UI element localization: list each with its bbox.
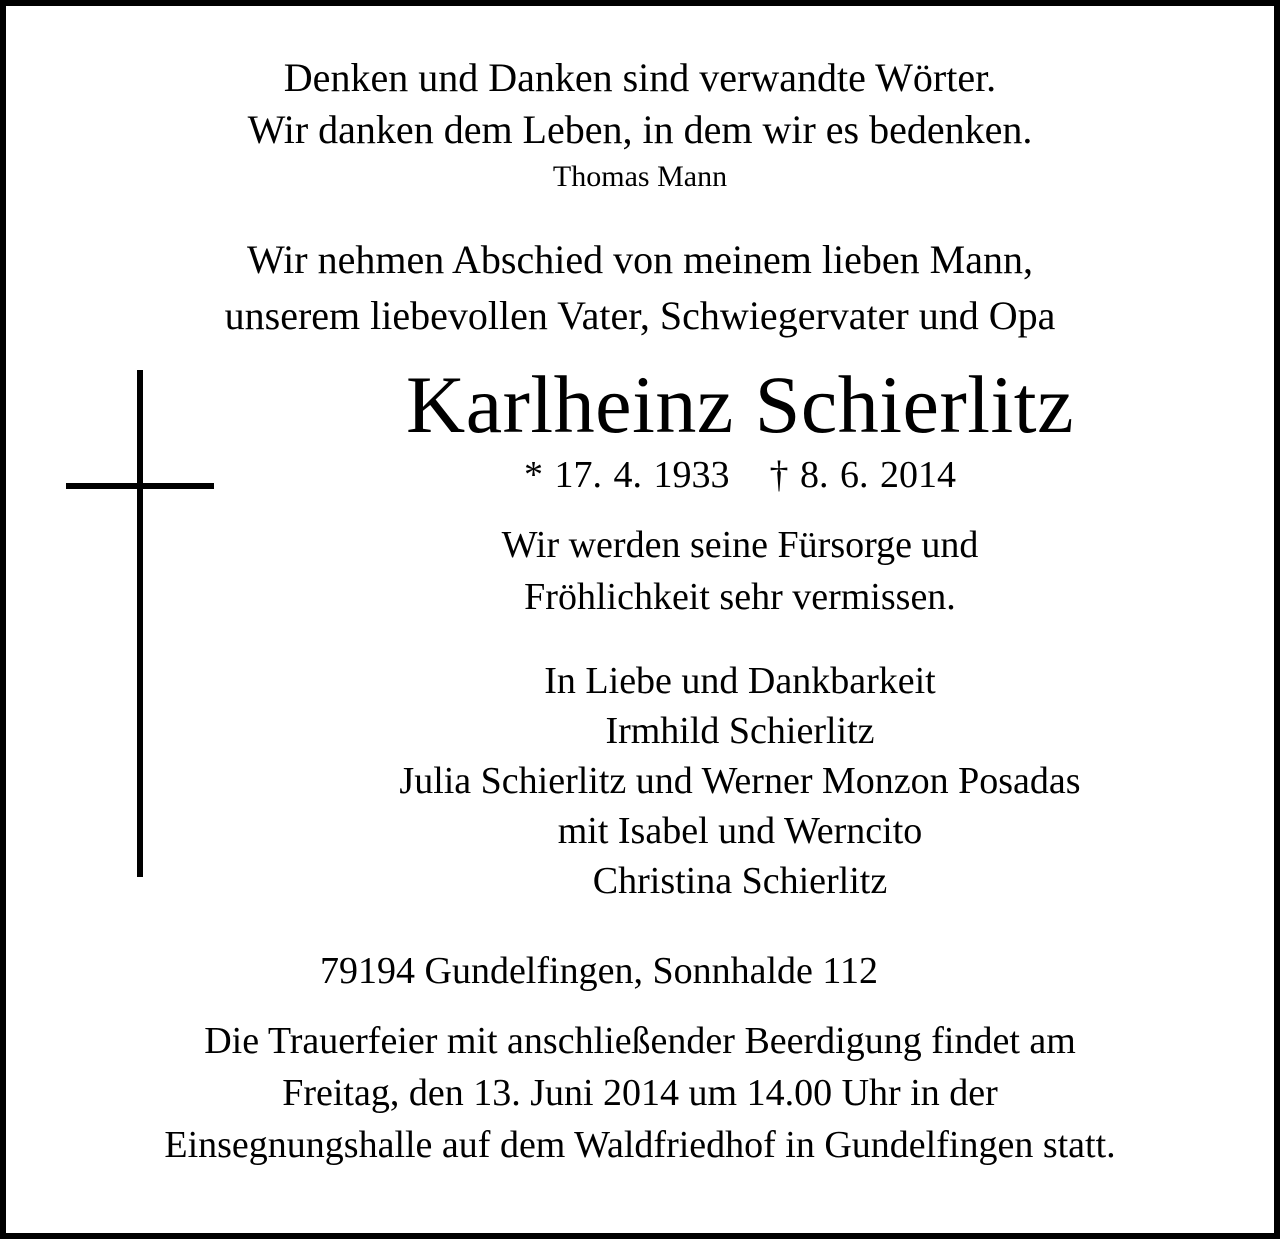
deceased-name: Karlheinz Schierlitz <box>405 359 1074 450</box>
quote-line-2: Wir danken dem Leben, in dem wir es bedenken. <box>247 107 1033 152</box>
mourner-name: Irmhild Schierlitz <box>605 710 875 752</box>
cross-vertical-bar <box>137 370 143 877</box>
quote-author: Thomas Mann <box>552 160 728 193</box>
death-date: † 8. 6. 2014 <box>769 454 956 496</box>
birth-date: * 17. 4. 1933 <box>524 454 730 496</box>
intro-line-2: unserem liebevollen Vater, Schwiegervater und Opa <box>224 293 1056 338</box>
mourner-name: Julia Schierlitz und Werner Monzon Posadas <box>399 760 1081 802</box>
mourner-name: Christina Schierlitz <box>592 860 888 902</box>
service-line-2: Freitag, den 13. Juni 2014 um 14.00 Uhr in der <box>282 1072 998 1114</box>
life-dates <box>500 456 980 494</box>
cross-horizontal-bar <box>66 483 214 489</box>
message-line-2: Fröhlichkeit sehr vermissen. <box>524 576 956 618</box>
message-line-1: Wir werden seine Fürsorge und <box>501 524 979 566</box>
intro-line-1: Wir nehmen Abschied von meinem lieben Mann, <box>247 237 1033 282</box>
mourner-name: mit Isabel und Werncito <box>557 810 923 852</box>
service-line-3: Einsegnungshalle auf dem Waldfriedhof in Gundelfingen statt. <box>164 1124 1116 1166</box>
service-line-1: Die Trauerfeier mit anschließender Beerdigung findet am <box>204 1020 1076 1062</box>
address: 79194 Gundelfingen, Sonnhalde 112 <box>320 950 878 992</box>
mourners-heading: In Liebe und Dankbarkeit <box>544 660 936 702</box>
quote-line-1: Denken und Danken sind verwandte Wörter. <box>283 55 997 100</box>
